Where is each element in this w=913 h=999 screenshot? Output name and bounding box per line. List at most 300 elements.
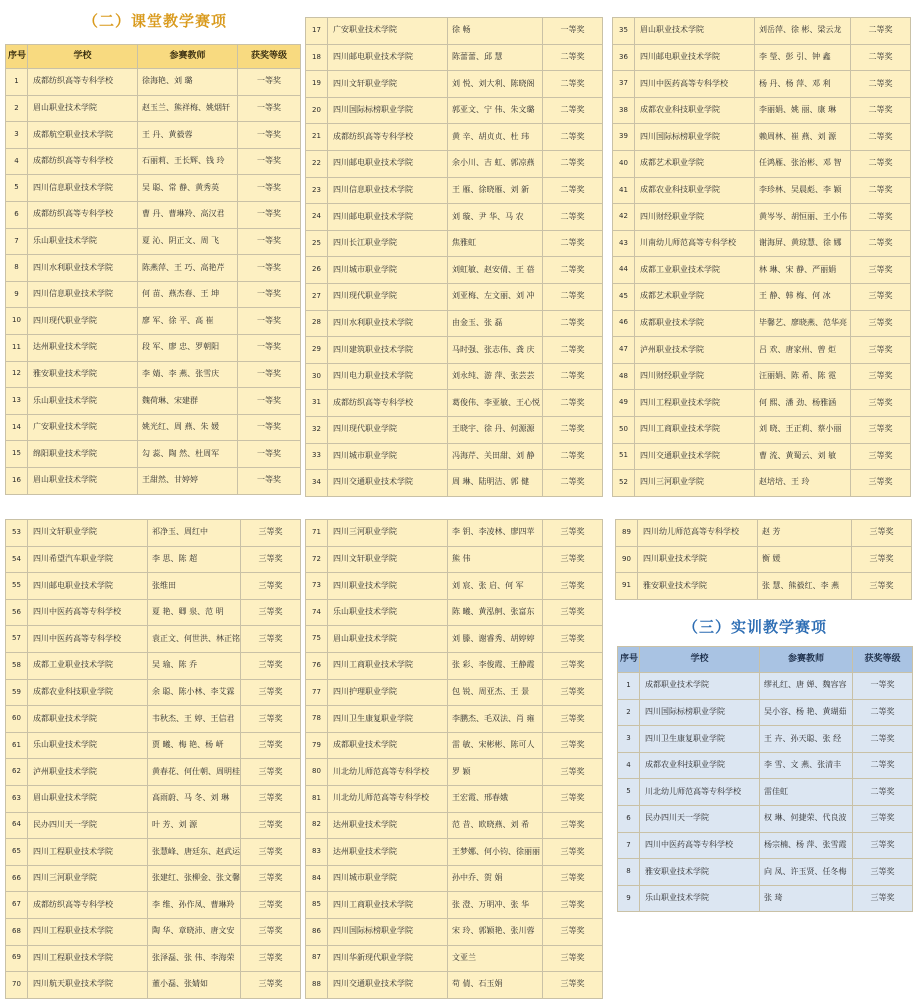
cell-award: 三等奖 [851, 416, 911, 443]
cell-school: 民办四川天一学院 [28, 812, 148, 839]
cell-award: 三等奖 [851, 390, 911, 417]
table-row [306, 204, 603, 231]
cell-no: 78 [306, 706, 328, 733]
cell-teachers: 石丽莉、王长辉、钱 玲 [138, 148, 238, 175]
cell-award: 三等奖 [241, 599, 301, 626]
cell-teachers: 雷 敏、宋彬彬、陈可人 [448, 732, 543, 759]
table-row [6, 865, 301, 892]
table-row [6, 148, 301, 175]
cell-no: 91 [616, 573, 638, 600]
cell-teachers: 汪丽娟、陈 希、陈 霓 [755, 363, 851, 390]
table-row [6, 467, 301, 494]
table-row [306, 812, 603, 839]
cell-teachers: 徐海艳、刘 璐 [138, 69, 238, 96]
cell-school: 成都农业科技职业学院 [635, 97, 755, 124]
cell-award: 三等奖 [852, 573, 912, 600]
cell-school: 成都农业科技职业学院 [640, 752, 760, 779]
table-row [6, 812, 301, 839]
cell-award: 一等奖 [853, 673, 913, 700]
cell-school: 四川国际标榜职业学院 [635, 124, 755, 151]
cell-no: 14 [6, 414, 28, 441]
cell-teachers: 罗 颖 [448, 759, 543, 786]
cell-no: 53 [6, 520, 28, 547]
table-row [618, 726, 913, 753]
cell-no: 37 [613, 71, 635, 98]
cell-award: 一等奖 [238, 281, 301, 308]
cell-school: 四川工商职业技术学院 [328, 892, 448, 919]
cell-award: 三等奖 [241, 732, 301, 759]
cell-teachers: 黄春花、何仕朝、周明桂 [148, 759, 241, 786]
cell-school: 成都纺织高等专科学校 [28, 892, 148, 919]
header-no: 序号 [618, 647, 640, 673]
cell-no: 5 [6, 175, 28, 202]
cell-school: 四川邮电职业技术学院 [328, 204, 448, 231]
classroom-award-table [615, 519, 912, 600]
cell-school: 四川信息职业技术学院 [328, 177, 448, 204]
table-row [306, 732, 603, 759]
cell-award: 二等奖 [851, 150, 911, 177]
cell-award: 三等奖 [241, 706, 301, 733]
header-school: 学校 [640, 647, 760, 673]
cell-award: 三等奖 [852, 520, 912, 547]
cell-school: 四川现代职业学院 [28, 308, 138, 335]
table-row [613, 204, 911, 231]
cell-award: 二等奖 [543, 44, 603, 71]
cell-school: 四川现代职业学院 [328, 283, 448, 310]
table-row [618, 752, 913, 779]
cell-teachers: 张慧峰、唐廷东、赵武运 [148, 839, 241, 866]
table-row [613, 18, 911, 45]
table-row [306, 337, 603, 364]
cell-no: 51 [613, 443, 635, 470]
table-row [306, 706, 603, 733]
cell-no: 57 [6, 626, 28, 653]
cell-school: 四川三河职业学院 [635, 470, 755, 497]
cell-school: 四川邮电职业技术学院 [328, 44, 448, 71]
cell-school: 成都纺织高等专科学校 [28, 148, 138, 175]
cell-award: 三等奖 [543, 812, 603, 839]
table-row [6, 520, 301, 547]
cell-school: 乐山职业技术学院 [28, 228, 138, 255]
cell-school: 四川水利职业技术学院 [328, 310, 448, 337]
cell-teachers: 李 思、陈 超 [148, 546, 241, 573]
cell-no: 3 [6, 122, 28, 149]
table-row [6, 388, 301, 415]
table-row [306, 520, 603, 547]
table-row [616, 520, 912, 547]
cell-teachers: 李丽娟、姚 丽、康 琳 [755, 97, 851, 124]
table-row [613, 150, 911, 177]
practical-award-table [617, 646, 913, 912]
cell-no: 7 [618, 832, 640, 859]
cell-teachers: 赵玉兰、熊祥梅、姚烟轩 [138, 95, 238, 122]
cell-award: 三等奖 [543, 918, 603, 945]
cell-no: 87 [306, 945, 328, 972]
cell-award: 三等奖 [241, 945, 301, 972]
cell-award: 三等奖 [851, 337, 911, 364]
cell-teachers: 刘亚梅、左文丽、刘 冲 [448, 283, 543, 310]
cell-no: 81 [306, 785, 328, 812]
cell-school: 四川邮电职业技术学院 [328, 150, 448, 177]
table-row [613, 310, 911, 337]
cell-school: 四川长江职业学院 [328, 230, 448, 257]
cell-teachers: 焦雅虹 [448, 230, 543, 257]
table-row [6, 573, 301, 600]
cell-no: 56 [6, 599, 28, 626]
cell-award: 三等奖 [851, 283, 911, 310]
cell-school: 川北幼儿师范高等专科学校 [328, 759, 448, 786]
cell-no: 23 [306, 177, 328, 204]
cell-teachers: 熊 伟 [448, 546, 543, 573]
cell-award: 一等奖 [238, 441, 301, 468]
cell-teachers: 张泽磊、张 伟、李海荣 [148, 945, 241, 972]
cell-award: 三等奖 [543, 546, 603, 573]
cell-school: 四川信息职业技术学院 [28, 175, 138, 202]
cell-teachers: 刘岳萍、徐 彬、梁云龙 [755, 18, 851, 45]
cell-teachers: 王梦娜、何小钧、徐丽丽 [448, 839, 543, 866]
table-row [6, 759, 301, 786]
cell-teachers: 刘永纯、游 萍、张芸芸 [448, 363, 543, 390]
cell-no: 10 [6, 308, 28, 335]
header-award: 获奖等级 [238, 45, 301, 69]
cell-award: 二等奖 [851, 97, 911, 124]
cell-award: 二等奖 [851, 124, 911, 151]
cell-teachers: 曹 流、黄蜀云、刘 敏 [755, 443, 851, 470]
table-row [306, 892, 603, 919]
cell-school: 四川工程职业技术学院 [28, 839, 148, 866]
cell-teachers: 杨宗楠、杨 萍、张雪霞 [760, 832, 853, 859]
cell-school: 川北幼儿师范高等专科学校 [640, 779, 760, 806]
header-teachers: 参赛教师 [760, 647, 853, 673]
cell-school: 眉山职业技术学院 [28, 785, 148, 812]
cell-teachers: 徐 畅 [448, 18, 543, 45]
cell-award: 二等奖 [543, 230, 603, 257]
table-row [6, 441, 301, 468]
cell-teachers: 贾 曦、梅 艳、杨 岍 [148, 732, 241, 759]
table-row [6, 945, 301, 972]
cell-school: 眉山职业技术学院 [328, 626, 448, 653]
cell-award: 三等奖 [543, 785, 603, 812]
cell-teachers: 王 雁、徐晓雁、刘 新 [448, 177, 543, 204]
cell-award: 二等奖 [851, 230, 911, 257]
table-row [306, 443, 603, 470]
cell-school: 四川现代职业学院 [328, 416, 448, 443]
cell-award: 三等奖 [543, 706, 603, 733]
cell-award: 二等奖 [543, 204, 603, 231]
cell-school: 成都航空职业技术学院 [28, 122, 138, 149]
cell-school: 四川城市职业学院 [328, 443, 448, 470]
cell-teachers: 毕馨艺、廖晓燕、范华亮 [755, 310, 851, 337]
table-row [618, 699, 913, 726]
cell-school: 成都职业技术学院 [640, 673, 760, 700]
cell-award: 三等奖 [241, 546, 301, 573]
cell-no: 60 [6, 706, 28, 733]
cell-no: 63 [6, 785, 28, 812]
cell-no: 86 [306, 918, 328, 945]
cell-award: 一等奖 [238, 414, 301, 441]
cell-no: 44 [613, 257, 635, 284]
table-row [6, 414, 301, 441]
table-row [306, 945, 603, 972]
cell-school: 成都纺织高等专科学校 [28, 69, 138, 96]
table-row [6, 652, 301, 679]
table-row [306, 44, 603, 71]
cell-no: 13 [6, 388, 28, 415]
cell-award: 三等奖 [543, 732, 603, 759]
cell-award: 一等奖 [238, 95, 301, 122]
cell-no: 74 [306, 599, 328, 626]
cell-teachers: 廖 军、徐 平、高 崔 [138, 308, 238, 335]
cell-award: 一等奖 [543, 18, 603, 45]
table-row [306, 839, 603, 866]
cell-award: 一等奖 [238, 175, 301, 202]
cell-award: 三等奖 [853, 859, 913, 886]
classroom-award-table [612, 17, 911, 497]
cell-school: 乐山职业技术学院 [28, 732, 148, 759]
cell-award: 二等奖 [543, 71, 603, 98]
cell-no: 39 [613, 124, 635, 151]
cell-teachers: 何 苗、燕杰春、王 坤 [138, 281, 238, 308]
table-row [6, 679, 301, 706]
cell-no: 2 [618, 699, 640, 726]
table-row [306, 865, 603, 892]
cell-no: 77 [306, 679, 328, 706]
cell-school: 四川财经职业学院 [635, 363, 755, 390]
table-row [613, 337, 911, 364]
cell-no: 90 [616, 546, 638, 573]
table-row [306, 124, 603, 151]
cell-no: 49 [613, 390, 635, 417]
cell-teachers: 吴 瑜、陈 乔 [148, 652, 241, 679]
table-row [306, 18, 603, 45]
cell-award: 一等奖 [238, 228, 301, 255]
cell-school: 四川邮电职业技术学院 [635, 44, 755, 71]
cell-school: 四川工程职业技术学院 [635, 390, 755, 417]
cell-award: 三等奖 [241, 652, 301, 679]
cell-no: 79 [306, 732, 328, 759]
cell-teachers: 刘 悦、刘大利、陈晓阁 [448, 71, 543, 98]
cell-school: 雅安职业技术学院 [638, 573, 758, 600]
table-row [616, 573, 912, 600]
cell-no: 28 [306, 310, 328, 337]
cell-teachers: 向 凤、许玉贤、任冬梅 [760, 859, 853, 886]
cell-no: 47 [613, 337, 635, 364]
cell-school: 乐山职业技术学院 [28, 388, 138, 415]
cell-school: 四川中医药高等专科学校 [28, 599, 148, 626]
cell-award: 三等奖 [543, 573, 603, 600]
cell-no: 50 [613, 416, 635, 443]
cell-no: 9 [618, 885, 640, 912]
cell-teachers: 段 军、廖 忠、罗朝阳 [138, 334, 238, 361]
cell-award: 三等奖 [543, 520, 603, 547]
cell-no: 35 [613, 18, 635, 45]
table-row [306, 97, 603, 124]
cell-award: 三等奖 [543, 892, 603, 919]
cell-school: 四川幼儿师范高等专科学校 [638, 520, 758, 547]
table-row [613, 257, 911, 284]
cell-school: 四川卫生康复职业学院 [328, 706, 448, 733]
table-row [6, 599, 301, 626]
cell-no: 48 [613, 363, 635, 390]
cell-teachers: 祁净玉、周红中 [148, 520, 241, 547]
cell-no: 59 [6, 679, 28, 706]
cell-award: 三等奖 [241, 892, 301, 919]
cell-school: 眉山职业技术学院 [635, 18, 755, 45]
cell-school: 广安职业技术学院 [28, 414, 138, 441]
table-row [306, 918, 603, 945]
cell-no: 66 [6, 865, 28, 892]
table-row [306, 257, 603, 284]
cell-school: 川北幼儿师范高等专科学校 [328, 785, 448, 812]
cell-teachers: 张维田 [148, 573, 241, 600]
cell-school: 四川希望汽车职业学院 [28, 546, 148, 573]
cell-no: 36 [613, 44, 635, 71]
cell-no: 40 [613, 150, 635, 177]
cell-award: 一等奖 [238, 361, 301, 388]
cell-teachers: 李 婧、李 燕、张雪庆 [138, 361, 238, 388]
table-row [306, 310, 603, 337]
cell-no: 34 [306, 470, 328, 497]
cell-teachers: 吕 欢、唐家州、曾 炬 [755, 337, 851, 364]
table-row [306, 573, 603, 600]
cell-teachers: 李 瑩、彭 引、钟 鑫 [755, 44, 851, 71]
cell-teachers: 何 熙、潘 劲、杨雅涵 [755, 390, 851, 417]
table-row [6, 972, 301, 999]
cell-no: 46 [613, 310, 635, 337]
cell-no: 38 [613, 97, 635, 124]
cell-school: 成都纺织高等专科学校 [328, 390, 448, 417]
cell-school: 四川工商职业技术学院 [635, 416, 755, 443]
cell-teachers: 权 琳、何捷荣、代良波 [760, 805, 853, 832]
table-row [613, 470, 911, 497]
cell-teachers: 郭亚文、宁 伟、朱文璐 [448, 97, 543, 124]
cell-no: 19 [306, 71, 328, 98]
cell-teachers: 赖周林、崔 燕、刘 源 [755, 124, 851, 151]
table-row [613, 443, 911, 470]
cell-school: 四川中医药高等专科学校 [28, 626, 148, 653]
table-row [306, 679, 603, 706]
header-teachers: 参赛教师 [138, 45, 238, 69]
cell-school: 四川文轩职业学院 [28, 520, 148, 547]
table-row [6, 892, 301, 919]
cell-award: 二等奖 [543, 97, 603, 124]
table-row [6, 361, 301, 388]
cell-teachers: 张 琦 [760, 885, 853, 912]
cell-award: 三等奖 [241, 785, 301, 812]
cell-school: 乐山职业技术学院 [640, 885, 760, 912]
cell-teachers: 陈 曦、黄泓舸、张富东 [448, 599, 543, 626]
cell-no: 69 [6, 945, 28, 972]
cell-no: 11 [6, 334, 28, 361]
cell-no: 65 [6, 839, 28, 866]
cell-school: 四川水利职业技术学院 [28, 255, 138, 282]
cell-teachers: 李 钥、李凌林、廖四苹 [448, 520, 543, 547]
table-row [306, 363, 603, 390]
cell-award: 三等奖 [853, 885, 913, 912]
cell-school: 四川财经职业学院 [635, 204, 755, 231]
cell-award: 一等奖 [238, 122, 301, 149]
cell-no: 54 [6, 546, 28, 573]
cell-school: 雅安职业技术学院 [28, 361, 138, 388]
cell-school: 成都艺术职业学院 [635, 283, 755, 310]
cell-school: 四川国际标榜职业学院 [328, 97, 448, 124]
cell-no: 6 [618, 805, 640, 832]
cell-school: 乐山职业技术学院 [328, 599, 448, 626]
cell-teachers: 王 丹、黄毅蓉 [138, 122, 238, 149]
cell-school: 成都职业技术学院 [635, 310, 755, 337]
cell-teachers: 王晓宇、徐 丹、何源源 [448, 416, 543, 443]
table-row [306, 759, 603, 786]
cell-teachers: 宋 玲、郭颖艳、张川蓉 [448, 918, 543, 945]
cell-no: 1 [6, 69, 28, 96]
cell-teachers: 赵 芳 [758, 520, 852, 547]
cell-award: 一等奖 [238, 201, 301, 228]
cell-teachers: 刘 滕、谢睿秀、胡婷婷 [448, 626, 543, 653]
cell-school: 达州职业技术学院 [328, 812, 448, 839]
cell-award: 一等奖 [238, 467, 301, 494]
cell-award: 二等奖 [851, 204, 911, 231]
cell-teachers: 刘虹敏、赵安倩、王 蓓 [448, 257, 543, 284]
cell-no: 17 [306, 18, 328, 45]
table-row [306, 283, 603, 310]
cell-no: 15 [6, 441, 28, 468]
cell-teachers: 王宏霞、邢春娥 [448, 785, 543, 812]
table-row [618, 885, 913, 912]
cell-no: 83 [306, 839, 328, 866]
header-no: 序号 [6, 45, 28, 69]
header-school: 学校 [28, 45, 138, 69]
table-row [613, 230, 911, 257]
cell-award: 三等奖 [241, 839, 301, 866]
cell-teachers: 韦秋杰、王 婷、王信君 [148, 706, 241, 733]
cell-teachers: 由金玉、张 磊 [448, 310, 543, 337]
cell-school: 四川信息职业技术学院 [28, 281, 138, 308]
cell-school: 四川三河职业学院 [328, 520, 448, 547]
cell-teachers: 黄岑岑、胡恒丽、王小伟 [755, 204, 851, 231]
cell-teachers: 苟 倩、石玉娟 [448, 972, 543, 999]
cell-teachers: 高雨蔚、马 冬、刘 琳 [148, 785, 241, 812]
cell-award: 二等奖 [851, 18, 911, 45]
table-header-row [618, 647, 913, 673]
cell-no: 64 [6, 812, 28, 839]
cell-school: 四川职业技术学院 [638, 546, 758, 573]
cell-no: 52 [613, 470, 635, 497]
cell-no: 43 [613, 230, 635, 257]
section2-title: （二）课堂教学赛项 [82, 12, 227, 30]
cell-teachers: 董小磊、张婧如 [148, 972, 241, 999]
table-row [613, 283, 911, 310]
cell-no: 8 [6, 255, 28, 282]
cell-no: 5 [618, 779, 640, 806]
cell-school: 四川城市职业学院 [328, 865, 448, 892]
cell-teachers: 冯海芹、关田甜、刘 静 [448, 443, 543, 470]
cell-award: 二等奖 [853, 726, 913, 753]
table-row [6, 706, 301, 733]
cell-no: 2 [6, 95, 28, 122]
table-row [6, 69, 301, 96]
table-row [306, 230, 603, 257]
cell-school: 四川中医药高等专科学校 [635, 71, 755, 98]
table-row [613, 177, 911, 204]
cell-school: 四川电力职业技术学院 [328, 363, 448, 390]
cell-no: 41 [613, 177, 635, 204]
cell-school: 四川工程职业技术学院 [28, 918, 148, 945]
cell-no: 72 [306, 546, 328, 573]
cell-award: 三等奖 [851, 443, 911, 470]
cell-school: 四川交通职业技术学院 [635, 443, 755, 470]
cell-no: 88 [306, 972, 328, 999]
cell-teachers: 吴 聪、常 静、黄秀英 [138, 175, 238, 202]
